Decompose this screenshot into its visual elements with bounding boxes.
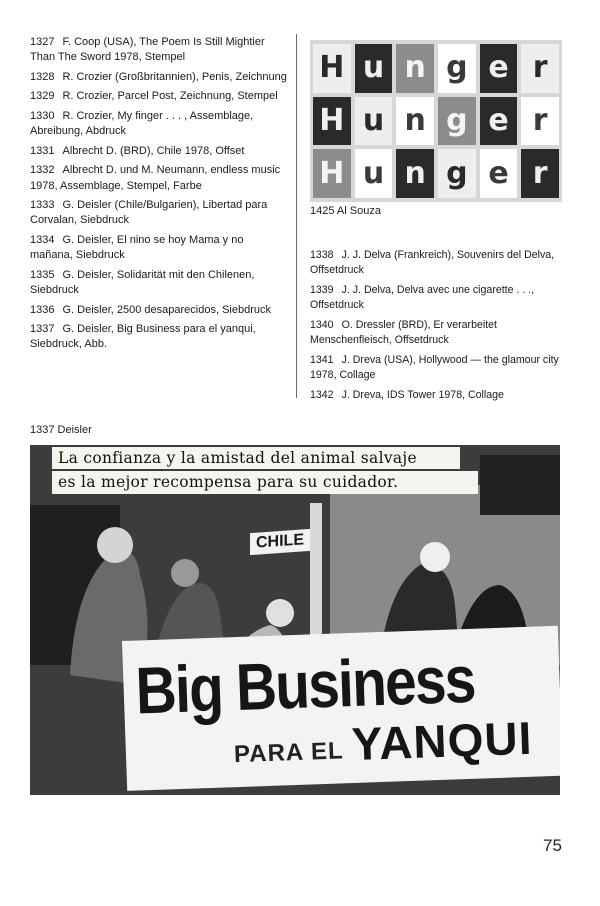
entry-text: G. Deisler, El nino se hoy Mama y no mañana, Siebdruck [30,233,244,262]
column-divider [296,34,297,398]
entry-text: G. Deisler, Big Business para el yanqui, Siebdruck, Abb. [30,323,256,351]
entry-text: J. J. Delva, Delva avec une cigarette . . ., Offsetdruck [310,284,535,312]
hunger-letter-tile: n [396,97,434,146]
catalog-entry [30,268,288,298]
entry-number: 1341 [310,354,334,366]
hunger-letter-tile: n [396,44,434,93]
big-business-headline: Big Business [134,641,476,728]
catalog-entry [30,70,288,85]
catalog-entry [30,322,288,352]
entry-text: Albrecht D. (BRD), Chile 1978, Offset [62,144,245,157]
catalog-entry [30,198,288,228]
hunger-letter-tile: e [480,97,518,146]
entry-number: 1331 [30,144,55,157]
entry-number: 1333 [30,199,55,212]
entry-number: 1329 [30,90,55,103]
hunger-caption: 1425 Al Souza [310,205,381,217]
catalog-entry [310,318,572,348]
entry-text: F. Coop (USA), The Poem Is Still Mightier Than The Sword 1978, Stempel [30,36,265,64]
hunger-letter-tile: r [521,97,559,146]
entry-number: 1338 [310,249,334,261]
hunger-artwork [310,40,562,202]
catalog-entry [310,283,572,313]
hunger-letter-tile: g [438,97,476,146]
catalog-entry [30,233,288,263]
hunger-letter-tile: r [521,149,559,198]
chile-sign: CHILE [250,529,310,555]
catalog-entry [310,388,572,403]
entry-number: 1332 [30,164,55,177]
entry-number: 1336 [30,303,55,316]
catalog-entry [30,35,288,65]
catalog-entry [30,109,288,139]
hunger-letter-tile: H [313,149,351,198]
right-column [310,248,572,408]
entry-number: 1340 [310,319,334,331]
hunger-letter-tile: g [438,149,476,198]
entry-text: R. Crozier (Großbritannien), Penis, Zeichnung [62,70,287,83]
entry-number: 1337 [30,323,55,336]
catalog-entry [30,163,288,193]
entry-text: O. Dressler (BRD), Er verarbeitet Menschenfleisch, Offsetdruck [310,319,497,347]
entry-number: 1334 [30,233,55,246]
entry-text: G. Deisler, Solidarität mit den Chilenen, Siebdruck [30,268,255,296]
entry-text: R. Crozier, Parcel Post, Zeichnung, Stempel [62,90,278,103]
hunger-letter-tile: u [355,44,393,93]
entry-text: G. Deisler, 2500 desaparecidos, Siebdruck [62,303,271,316]
catalog-entry [310,353,572,383]
headline-panel [122,626,560,791]
entry-number: 1327 [30,36,55,48]
entry-text: J. Dreva (USA), Hollywood — the glamour city 1978, Collage [310,354,559,382]
entry-text: Albrecht D. und M. Neumann, endless music 1978, Assemblage, Stempel, Farbe [30,164,281,192]
left-column [30,35,288,357]
catalog-entry [30,303,288,318]
entry-text: R. Crozier, My finger . . . , Assemblage, Abreibung, Abdruck [30,109,254,138]
entry-text: G. Deisler (Chile/Bulgarien), Libertad para Corvalan, Siebdruck [30,199,268,227]
para-el-text: PARA EL [233,737,345,769]
hunger-letter-tile: n [396,149,434,198]
catalog-entry [30,144,288,159]
yanqui-text: YANQUI [350,711,534,771]
hunger-letter-tile: e [480,149,518,198]
catalog-entry [30,89,288,104]
entry-number: 1339 [310,284,334,296]
catalog-entry [310,248,572,278]
page-number: 75 [543,836,562,855]
caption-strip-1: La confianza y la amistad del animal salvaje [52,447,460,469]
hunger-letter-tile: H [313,44,351,93]
hunger-letter-tile: u [355,149,393,198]
hunger-letter-tile: g [438,44,476,93]
entry-number: 1335 [30,268,55,281]
deisler-caption: 1337 Deisler [30,424,92,436]
hunger-letter-tile: H [313,97,351,146]
hunger-letter-tile: r [521,44,559,93]
entry-text: J. Dreva, IDS Tower 1978, Collage [341,389,504,401]
entry-number: 1328 [30,70,55,83]
entry-text: J. J. Delva (Frankreich), Souvenirs del Delva, Offsetdruck [310,249,555,277]
entry-number: 1342 [310,389,334,401]
caption-strip-2: es la mejor recompensa para su cuidador. [52,471,478,494]
hunger-letter-tile: u [355,97,393,146]
entry-number: 1330 [30,109,55,122]
hunger-letter-tile: e [480,44,518,93]
deisler-photo [30,445,560,795]
